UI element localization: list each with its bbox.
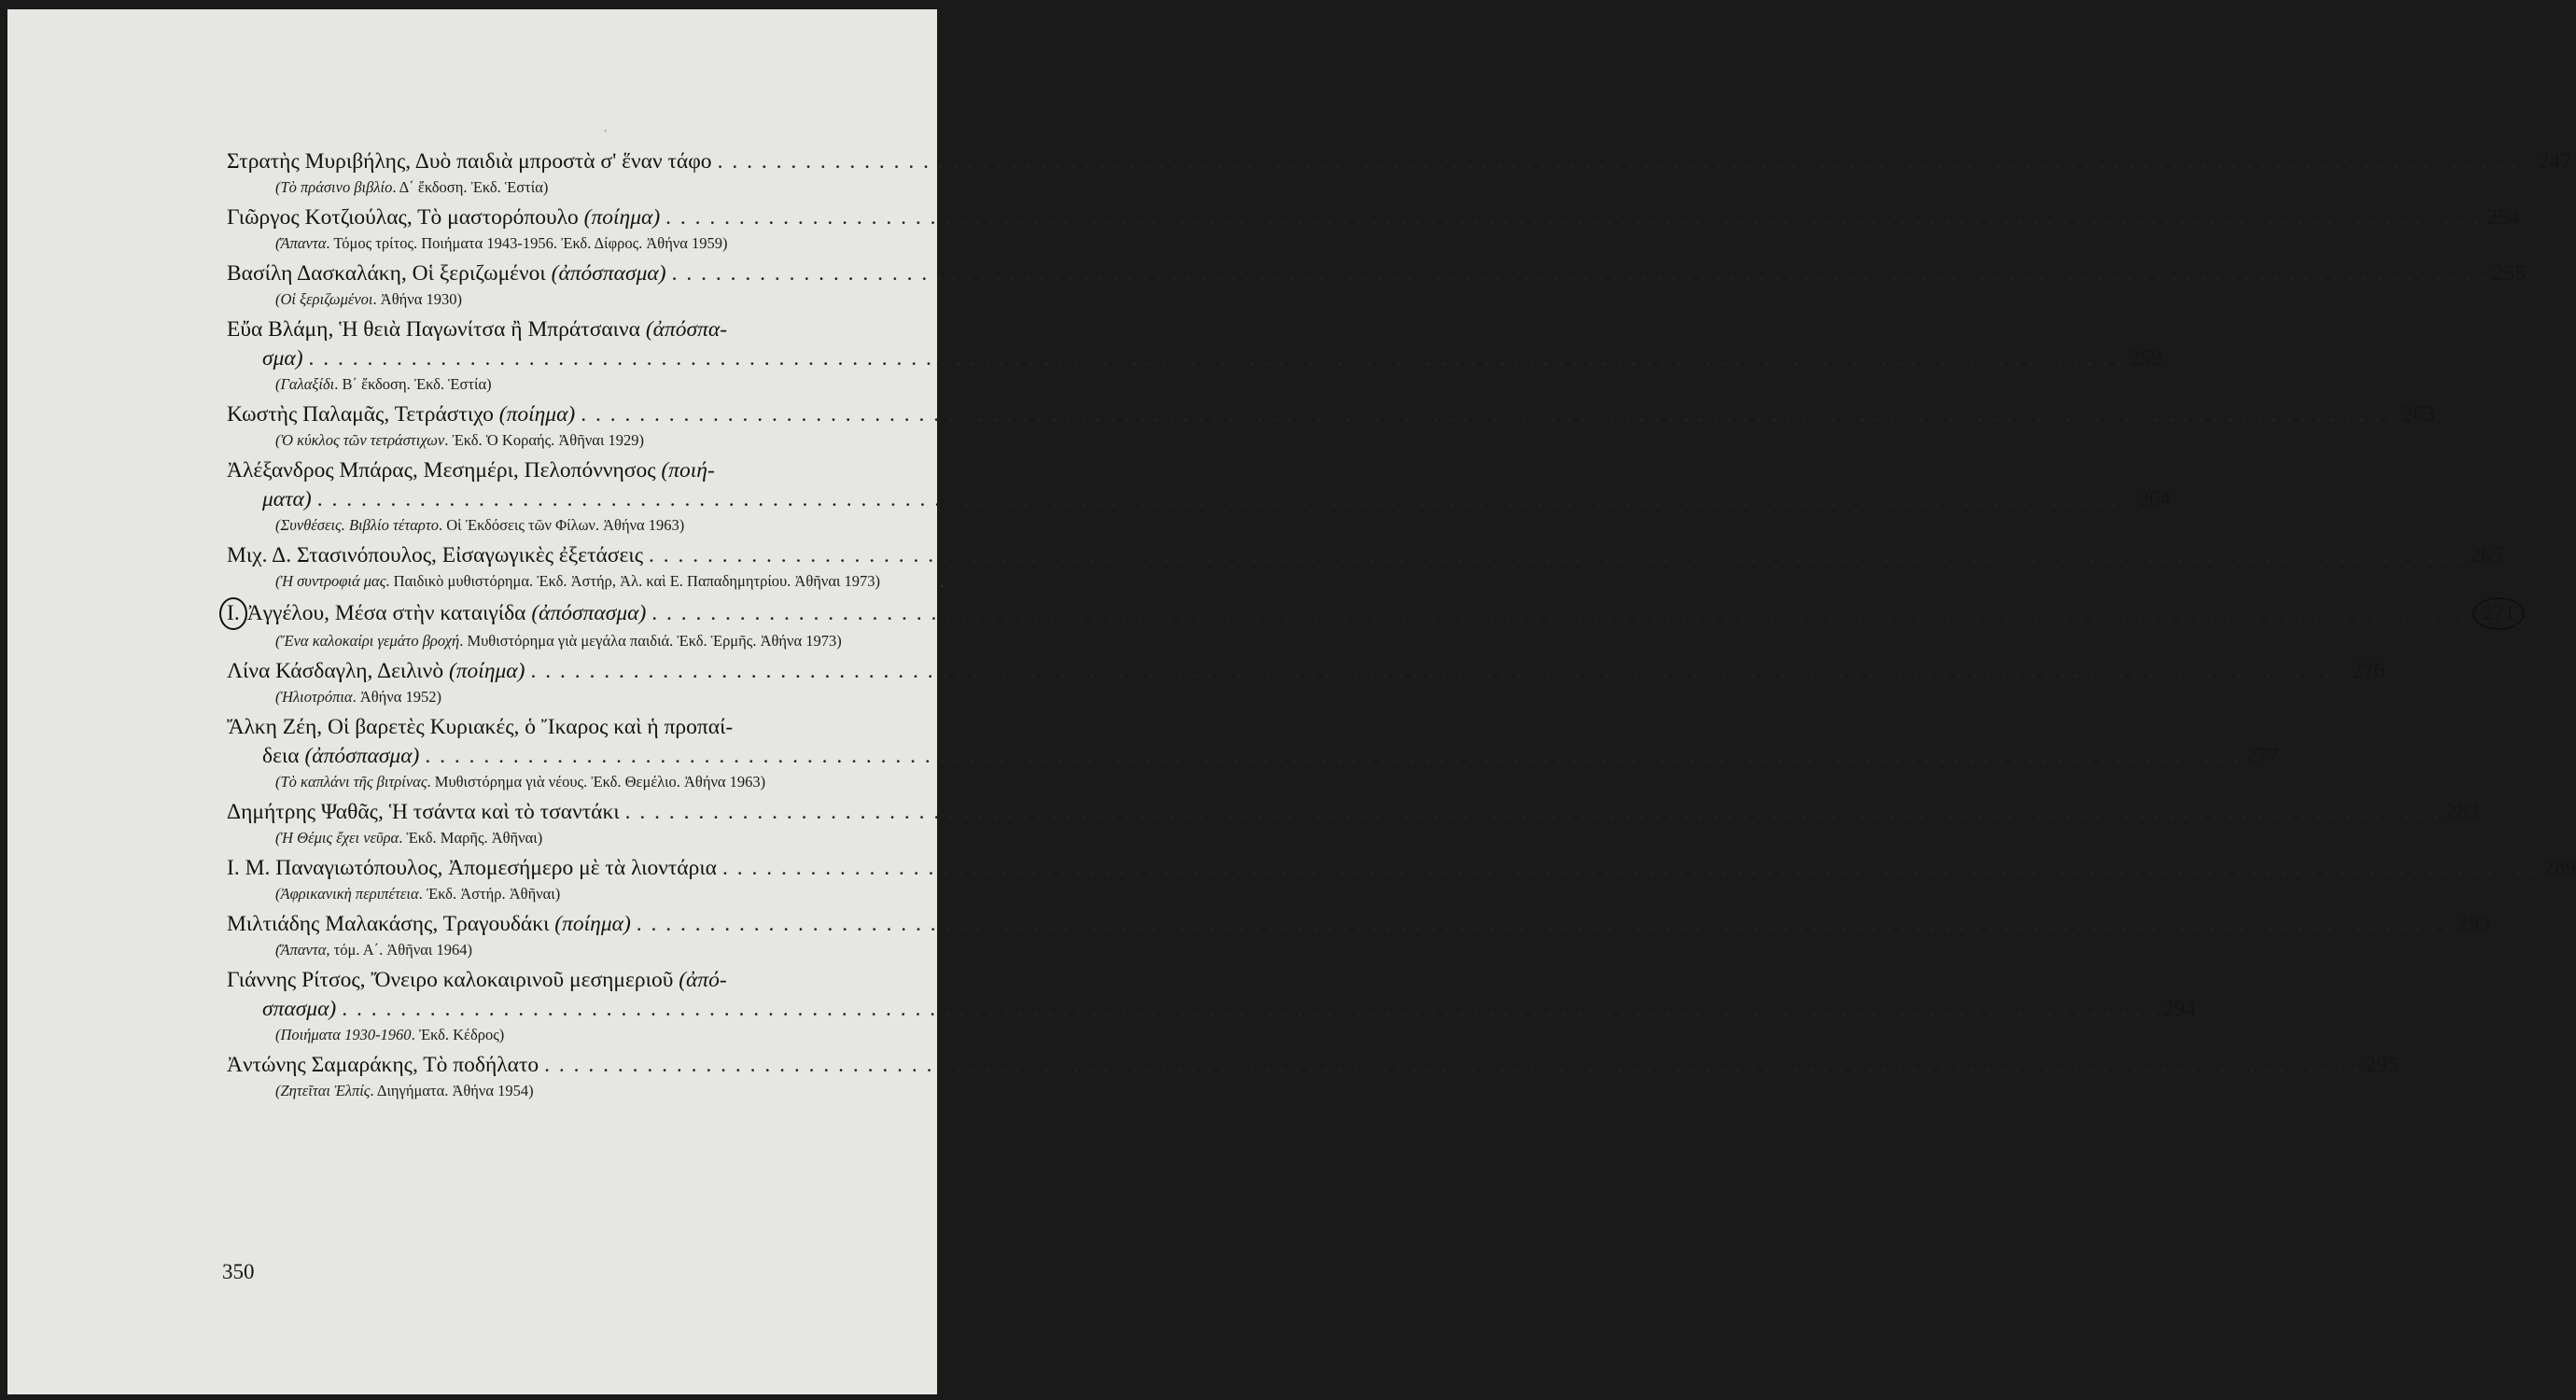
entry-title: Βασίλη Δασκαλάκη, Οἱ ξεριζωμένοι (227, 261, 546, 286)
page-number: 277 (2246, 744, 2279, 768)
leader-dots (425, 742, 2240, 771)
entry (227, 400, 2435, 451)
entry-title: Ἄλκη Ζέη, Οἱ βαρετὲς Κυριακές, ὁ Ἴκαρος καὶ ἡ προπαί- (227, 715, 734, 739)
speck: ' (605, 129, 607, 139)
source-note: (Ἕνα καλοκαίρι γεμάτο βροχή. Μυθιστόρημα γιὰ μεγάλα παιδιά. Ἐκδ. Ἑρμῆς. Ἀθήνα 1973) (275, 632, 842, 650)
source-note: (Γαλαξίδι. Β΄ ἔκδοση. Ἐκδ. Ἑστία) (275, 375, 492, 393)
speck: , (941, 579, 944, 589)
page-number: 263 (2401, 402, 2435, 427)
page-number: 295 (2365, 1053, 2399, 1077)
source-note: (Ὁ κύκλος τῶν τετράστιχων. Ἐκδ. Ὁ Κοραής. Ἀθῆναι 1929) (275, 431, 645, 449)
source-note: (Ἡ Θέμις ἔχει νεῦρα. Ἐκδ. Μαρῆς. Ἀθῆναι) (275, 829, 543, 847)
entry-title: Κωστὴς Παλαμᾶς, Τετράστιχο (227, 402, 494, 427)
leader-dots (649, 541, 2464, 570)
entry-title: Δημήτρης Ψαθᾶς, Ἡ τσάντα καὶ τὸ τσαντάκι (227, 800, 620, 824)
entry-genre: (ἀπόσπασμα) (551, 261, 666, 286)
entry-title: Μιχ. Δ. Στασινόπουλος, Εἰσαγωγικὲς ἐξετάσεις (227, 543, 644, 567)
entry-genre: (ποίημα) (448, 659, 525, 683)
page-number: 283 (2445, 800, 2480, 824)
entry-genre-cont: σμα) (262, 346, 303, 371)
entry (227, 456, 2172, 536)
contents-list (227, 147, 2576, 1107)
page-folio: 350 (222, 1260, 255, 1283)
entry-genre: (ἀπόσπασμα) (304, 744, 420, 768)
source-note: (Ἅπαντα, τόμ. Α΄. Ἀθῆναι 1964) (275, 941, 472, 959)
entry-title: Λίνα Κάσδαγλη, Δειλινὸ (227, 659, 444, 683)
entry (227, 657, 2385, 707)
entry-genre-cont: ματα) (262, 487, 312, 511)
source-note: (Τὸ καπλάνι τῆς βιτρίνας. Μυθιστόρημα γιὰ νέους. Ἐκδ. Θεμέλιο. Ἀθήνα 1963) (275, 773, 766, 791)
entry (227, 1051, 2399, 1101)
leader-dots (722, 854, 2538, 883)
entry (227, 147, 2571, 198)
entry-title-cont: δεια (262, 744, 300, 768)
source-note: (Ζητεῖται Ἐλπίς. Διηγήματα. Ἀθήνα 1954) (275, 1082, 534, 1099)
leader-dots (544, 1051, 2359, 1080)
leader-dots (530, 657, 2345, 686)
leader-dots (672, 259, 2487, 288)
entry (227, 203, 2520, 254)
source-note: (Συνθέσεις. Βιβλίο τέταρτο. Οἱ Ἐκδόσεις τῶν Φίλων. Ἀθήνα 1963) (275, 516, 685, 534)
leader-dots (317, 485, 2133, 514)
leader-dots (342, 995, 2157, 1024)
leader-dots (651, 599, 2467, 628)
page-number: 255 (2492, 261, 2526, 286)
page-number: 264 (2137, 487, 2172, 511)
page-number: 247 (2538, 149, 2571, 174)
entry (227, 910, 2491, 960)
source-note: (Ἀφρικανικὴ περιπέτεια. Ἐκδ. Ἀστήρ. Ἀθῆναι) (275, 885, 561, 903)
entry-genre: (ποίημα) (498, 402, 576, 427)
source-note: (Τὸ πράσινο βιβλίο. Δ΄ ἔκδοση. Ἐκδ. Ἑστία) (275, 178, 549, 196)
entry (227, 966, 2196, 1045)
source-note: (Ἡ συντροφιά μας. Παιδικὸ μυθιστόρημα. Ἐκδ. Ἀστήρ, Ἀλ. καὶ Ε. Παπαδημητρίου. Ἀθῆναι 1973) (275, 572, 881, 590)
source-note: (Ἅπαντα. Τόμος τρίτος. Ποιήματα 1943-1956. Ἐκδ. Δίφρος. Ἀθήνα 1959) (275, 234, 728, 252)
entry-title: Ι. Μ. Παναγιωτόπουλος, Ἀπομεσήμερο μὲ τὰ λιοντάρια (227, 856, 717, 880)
page-number: 276 (2351, 659, 2385, 683)
entry (227, 798, 2480, 848)
entry-title: Γιάννης Ρίτσος, Ὄνειρο καλοκαιρινοῦ μεσημεριοῦ (227, 968, 674, 992)
leader-dots (665, 203, 2481, 232)
source-note: (Ἡλιοτρόπια. Ἀθήνα 1952) (275, 688, 442, 706)
entry-genre: (ἀπό- (679, 968, 727, 992)
leader-dots (637, 910, 2452, 939)
leader-dots (625, 798, 2441, 827)
entry-title: Ἀλέξανδρος Μπάρας, Μεσημέρι, Πελοπόννησος (227, 458, 656, 483)
page-number: 265 (2470, 543, 2503, 567)
page-number: 289 (2543, 856, 2576, 880)
page-number: 254 (2486, 205, 2520, 230)
entry (227, 854, 2576, 904)
entry (227, 315, 2163, 395)
book-page (7, 9, 2576, 1394)
page-number: 293 (2457, 912, 2491, 936)
entry-title: Εὔα Βλάμη, Ἡ θειὰ Παγωνίτσα ἢ Μπράτσαινα (227, 317, 640, 342)
page-number: 259 (2129, 346, 2163, 371)
circled-page-number: 271 (2472, 597, 2524, 630)
entry-title: Μιλτιάδης Μαλακάσης, Τραγουδάκι (227, 912, 550, 936)
entry-title: Στρατὴς Μυριβήλης, Δυὸ παιδιὰ μπροστὰ σ' ἕναν τάφο (227, 149, 712, 174)
entry (227, 713, 2279, 792)
circled-initial: Ι. (219, 597, 247, 630)
entry (227, 541, 2503, 592)
entry-genre: (ποίημα) (583, 205, 661, 230)
page-number: 294 (2163, 997, 2196, 1021)
entry (227, 259, 2526, 310)
leader-dots (581, 400, 2396, 429)
entry-title: Ἀγγέλου, Μέσα στὴν καταιγίδα (246, 601, 526, 625)
entry-genre-cont: σπασμα) (262, 997, 337, 1021)
source-note: (Ποιήματα 1930-1960. Ἐκδ. Κέδρος) (275, 1026, 505, 1043)
entry-genre: (ποιή- (661, 458, 715, 483)
source-note: (Οἱ ξεριζωμένοι. Ἀθήνα 1930) (275, 290, 462, 308)
entry-genre: (ποίημα) (554, 912, 631, 936)
entry-genre: (ἀπόσπα- (645, 317, 728, 342)
entry-genre: (ἀπόσπασμα) (531, 601, 647, 625)
leader-dots (718, 147, 2533, 176)
leader-dots (309, 344, 2124, 373)
entry (227, 597, 2515, 651)
entry-title: Γιῶργος Κοτζιούλας, Τὸ μαστορόπουλο (227, 205, 579, 230)
entry-title: Ἀντώνης Σαμαράκης, Τὸ ποδήλατο (227, 1053, 539, 1077)
